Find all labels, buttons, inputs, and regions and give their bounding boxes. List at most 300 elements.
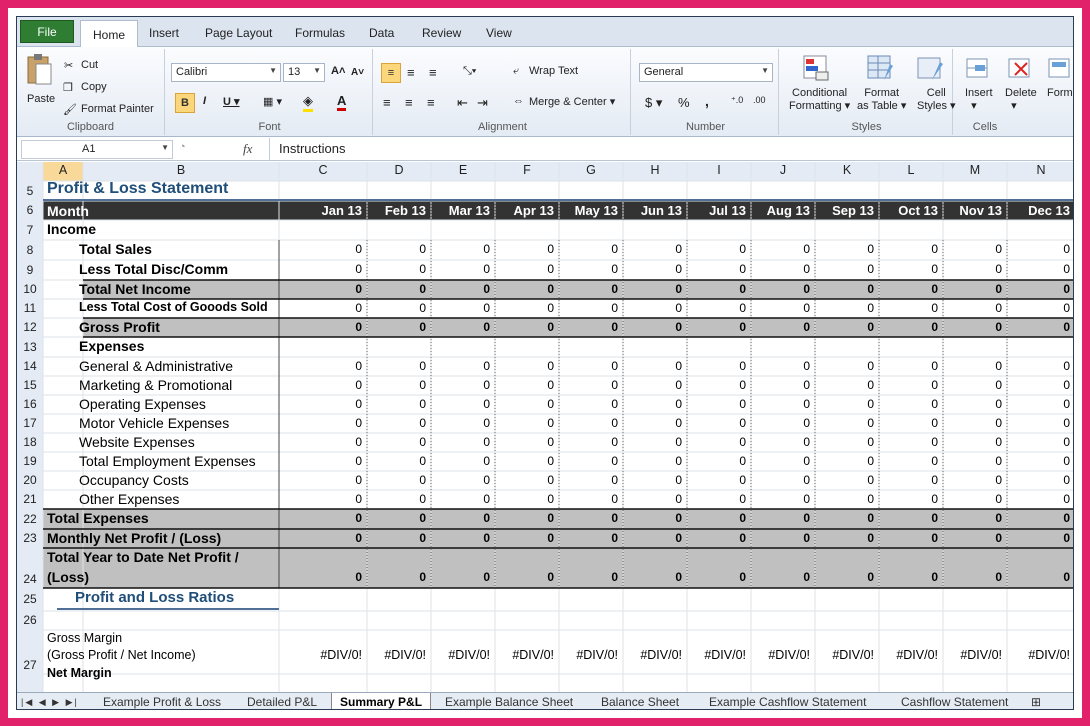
ribbon — [17, 47, 1074, 137]
row-header[interactable]: 17 — [23, 416, 37, 430]
decrease-indent-icon[interactable]: ⇤ — [457, 95, 468, 110]
month-header: Jan 13 — [321, 203, 362, 218]
font-label: Font — [258, 121, 281, 133]
clipboard-group — [17, 49, 165, 135]
conditional-formatting-button[interactable]: Conditional Formatting ▾ — [789, 87, 851, 112]
sheet-tab[interactable]: Cashflow Statement — [901, 695, 1009, 709]
row-header[interactable]: 22 — [23, 512, 37, 526]
value-cell: 0 — [867, 454, 874, 468]
value-cell: 0 — [419, 359, 426, 373]
format-cells-button[interactable]: Form — [1047, 87, 1073, 99]
ytd-value-cell: 0 — [419, 570, 426, 584]
value-cell: 0 — [611, 416, 618, 430]
value-cell: 0 — [419, 511, 426, 525]
value-cell: 0 — [547, 359, 554, 373]
italic-icon[interactable]: I — [203, 95, 207, 107]
decrease-decimal-icon[interactable]: .00 — [753, 95, 766, 105]
value-cell: 0 — [803, 378, 810, 392]
insert-function-icon[interactable]: fx — [243, 141, 253, 156]
value-cell: 0 — [547, 320, 554, 334]
value-cell: 0 — [803, 531, 810, 545]
merge-center-button[interactable]: Merge & Center ▾ — [529, 96, 616, 108]
value-cell: 0 — [483, 454, 490, 468]
delete-cells-button[interactable]: Delete ▾ — [1005, 87, 1037, 112]
value-cell: 0 — [419, 397, 426, 411]
column-header-d[interactable]: D — [394, 163, 404, 177]
column-header-a[interactable]: A — [58, 163, 68, 177]
ytd-value-cell: 0 — [1063, 570, 1070, 584]
column-header-k[interactable]: K — [842, 163, 852, 177]
value-cell: 0 — [419, 262, 426, 276]
value-cell: 0 — [1063, 359, 1070, 373]
format-as-table-button[interactable]: Format as Table ▾ — [857, 87, 907, 112]
value-cell: 0 — [483, 262, 490, 276]
value-cell: 0 — [483, 282, 490, 296]
align-left-icon[interactable]: ≡ — [383, 95, 391, 110]
format-as-table-icon[interactable] — [865, 53, 895, 83]
month-header: Jul 13 — [709, 203, 746, 218]
value-cell: 0 — [867, 320, 874, 334]
spreadsheet-grid[interactable] — [17, 162, 1074, 692]
value-cell: 0 — [419, 531, 426, 545]
value-cell: 0 — [483, 531, 490, 545]
alignment-label: Alignment — [478, 121, 527, 133]
underline-icon[interactable]: U ▾ — [223, 96, 240, 108]
value-cell: 0 — [675, 397, 682, 411]
value-cell: 0 — [995, 262, 1002, 276]
column-header-j[interactable]: J — [779, 163, 787, 177]
grow-font-icon[interactable]: A˄ — [331, 65, 346, 77]
net-margin-label: Net Margin — [47, 666, 112, 680]
percent-button[interactable]: % — [678, 95, 690, 110]
div-error-cell: #DIV/0! — [960, 648, 1002, 662]
div-error-cell: #DIV/0! — [384, 648, 426, 662]
copy-button[interactable]: Copy — [81, 81, 107, 93]
row-header[interactable]: 27 — [23, 658, 37, 672]
value-cell: 0 — [355, 320, 362, 334]
number-format-select[interactable]: General ▼ — [639, 63, 773, 82]
div-error-cell: #DIV/0! — [704, 648, 746, 662]
value-cell: 0 — [995, 473, 1002, 487]
tab-review[interactable]: Review — [422, 26, 462, 40]
paste-icon[interactable] — [23, 51, 55, 87]
delete-cells-icon[interactable] — [1005, 55, 1035, 83]
name-box[interactable]: A1 ▼ — [21, 140, 173, 159]
section-income: Income — [47, 221, 97, 237]
value-cell: 0 — [803, 492, 810, 506]
value-cell: 0 — [739, 242, 746, 256]
bold-icon[interactable]: B — [175, 93, 195, 113]
row-header[interactable]: 11 — [23, 301, 37, 315]
value-cell: 0 — [547, 242, 554, 256]
value-cell: 0 — [867, 473, 874, 487]
div-error-cell: #DIV/0! — [1028, 648, 1070, 662]
row-label: Total Employment Expenses — [79, 453, 256, 469]
insert-sheet-icon[interactable]: ⊞ — [1031, 695, 1042, 709]
value-cell: 0 — [931, 473, 938, 487]
value-cell: 0 — [419, 416, 426, 430]
value-cell: 0 — [419, 435, 426, 449]
clipboard-label: Clipboard — [66, 121, 115, 133]
value-cell: 0 — [867, 359, 874, 373]
value-cell: 0 — [611, 435, 618, 449]
tab-view[interactable]: View — [486, 26, 512, 40]
value-cell: 0 — [1063, 435, 1070, 449]
value-cell: 0 — [675, 378, 682, 392]
value-cell: 0 — [803, 416, 810, 430]
font-group — [167, 49, 373, 135]
div-error-cell: #DIV/0! — [448, 648, 490, 662]
sheet-tab-bar — [17, 692, 1074, 710]
font-size-select[interactable]: 13 ▼ — [283, 63, 325, 82]
sheet-tab[interactable]: Example Balance Sheet — [445, 695, 574, 709]
ytd-label-line1: Total Year to Date Net Profit / — [47, 549, 239, 565]
value-cell: 0 — [355, 301, 362, 315]
row-header[interactable]: 12 — [23, 320, 37, 334]
row-label: Less Total Cost of Gooods Sold — [79, 300, 268, 314]
value-cell: 0 — [483, 359, 490, 373]
value-cell: 0 — [483, 301, 490, 315]
value-cell: 0 — [1063, 262, 1070, 276]
column-header-f[interactable]: F — [523, 163, 531, 177]
value-cell: 0 — [931, 320, 938, 334]
value-cell: 0 — [803, 397, 810, 411]
align-center-icon[interactable]: ≡ — [405, 95, 413, 110]
value-cell: 0 — [739, 359, 746, 373]
value-cell: 0 — [867, 262, 874, 276]
row-header[interactable]: 16 — [23, 397, 37, 411]
increase-indent-icon[interactable]: ⇥ — [477, 95, 488, 110]
shrink-font-icon[interactable]: A˅ — [351, 67, 365, 78]
value-cell: 0 — [867, 435, 874, 449]
column-header-b[interactable]: B — [176, 163, 186, 177]
value-cell: 0 — [419, 473, 426, 487]
row-header[interactable]: 20 — [23, 473, 37, 487]
row-header[interactable]: 9 — [26, 263, 34, 277]
value-cell: 0 — [995, 320, 1002, 334]
value-cell: 0 — [355, 262, 362, 276]
value-cell: 0 — [611, 378, 618, 392]
value-cell: 0 — [611, 397, 618, 411]
sheet-tab[interactable]: Balance Sheet — [601, 695, 680, 709]
div-error-cell: #DIV/0! — [896, 648, 938, 662]
value-cell: 0 — [867, 511, 874, 525]
row-header[interactable]: 25 — [23, 592, 37, 606]
value-cell: 0 — [355, 242, 362, 256]
value-cell: 0 — [483, 320, 490, 334]
row-label: Occupancy Costs — [79, 472, 189, 488]
column-header-l[interactable]: L — [907, 163, 915, 177]
value-cell: 0 — [547, 454, 554, 468]
tab-home[interactable]: Home — [80, 20, 138, 48]
month-header: Nov 13 — [959, 203, 1002, 218]
value-cell: 0 — [547, 473, 554, 487]
value-cell: 0 — [995, 359, 1002, 373]
row-header[interactable]: 15 — [23, 378, 37, 392]
div-error-cell: #DIV/0! — [640, 648, 682, 662]
cells-group — [955, 49, 1074, 135]
row-header[interactable]: 24 — [23, 572, 37, 586]
value-cell: 0 — [355, 282, 362, 296]
value-cell: 0 — [547, 282, 554, 296]
value-cell: 0 — [355, 359, 362, 373]
div-error-cell: #DIV/0! — [576, 648, 618, 662]
value-cell: 0 — [803, 262, 810, 276]
align-top-icon[interactable]: ≡ — [381, 63, 401, 83]
value-cell: 0 — [419, 454, 426, 468]
value-cell: 0 — [483, 435, 490, 449]
month-header: Aug 13 — [766, 203, 810, 218]
row-label: Website Expenses — [79, 434, 195, 450]
value-cell: 0 — [611, 359, 618, 373]
row-header[interactable]: 13 — [23, 340, 37, 354]
value-cell: 0 — [355, 397, 362, 411]
ytd-value-cell: 0 — [931, 570, 938, 584]
cell-styles-icon[interactable] — [915, 53, 945, 83]
sheet-tab[interactable]: Detailed P&L — [247, 695, 318, 709]
month-header: Apr 13 — [513, 203, 554, 218]
row-header[interactable]: 8 — [26, 243, 34, 257]
row-label: Monthly Net Profit / (Loss) — [47, 530, 222, 546]
styles-group — [781, 49, 956, 135]
value-cell: 0 — [611, 282, 618, 296]
value-cell: 0 — [931, 397, 938, 411]
orientation-icon[interactable]: ⤡▾ — [463, 65, 477, 77]
ytd-label-line2: (Loss) — [47, 569, 89, 585]
value-cell: 0 — [611, 531, 618, 545]
row-header[interactable]: 14 — [23, 359, 37, 373]
value-cell: 0 — [931, 511, 938, 525]
value-cell: 0 — [867, 282, 874, 296]
wrap-text-button[interactable]: Wrap Text — [529, 65, 579, 77]
value-cell: 0 — [483, 397, 490, 411]
value-cell: 0 — [675, 416, 682, 430]
value-cell: 0 — [867, 378, 874, 392]
value-cell: 0 — [483, 492, 490, 506]
value-cell: 0 — [611, 262, 618, 276]
sheet-tab[interactable]: Example Profit & Loss — [103, 695, 222, 709]
column-header-i[interactable]: I — [717, 163, 721, 177]
insert-cells-button[interactable]: Insert ▾ — [965, 87, 993, 112]
scissors-icon[interactable]: ✂ — [64, 60, 74, 72]
value-cell: 0 — [355, 435, 362, 449]
value-cell: 0 — [611, 320, 618, 334]
value-cell: 0 — [739, 416, 746, 430]
copy-icon[interactable]: ❐ — [63, 82, 73, 94]
value-cell: 0 — [675, 454, 682, 468]
conditional-formatting-icon[interactable] — [801, 53, 831, 83]
column-header-c[interactable]: C — [318, 163, 328, 177]
row-label: Total Sales — [79, 241, 152, 257]
row-header[interactable]: 26 — [23, 613, 37, 627]
row-label: Operating Expenses — [79, 396, 206, 412]
value-cell: 0 — [931, 378, 938, 392]
section-expenses: Expenses — [79, 338, 145, 354]
value-cell: 0 — [739, 320, 746, 334]
row-header[interactable]: 18 — [23, 435, 37, 449]
tab-formulas[interactable]: Formulas — [295, 26, 346, 40]
value-cell: 0 — [675, 359, 682, 373]
month-header: Dec 13 — [1028, 203, 1070, 218]
font-name-select[interactable]: Calibri ▼ — [171, 63, 281, 82]
value-cell: 0 — [803, 282, 810, 296]
row-header[interactable]: 21 — [23, 492, 37, 506]
value-cell: 0 — [803, 435, 810, 449]
ytd-value-cell: 0 — [611, 570, 618, 584]
cells-label: Cells — [972, 121, 998, 133]
gross-margin-label: Gross Margin — [47, 631, 123, 645]
row-header[interactable]: 23 — [23, 531, 37, 545]
value-cell: 0 — [739, 301, 746, 315]
value-cell: 0 — [995, 416, 1002, 430]
value-cell: 0 — [739, 531, 746, 545]
value-cell: 0 — [867, 492, 874, 506]
formula-input[interactable]: Instructions — [279, 141, 346, 156]
value-cell: 0 — [931, 359, 938, 373]
value-cell: 0 — [547, 531, 554, 545]
value-cell: 0 — [1063, 242, 1070, 256]
cell-styles-button[interactable]: Cell Styles ▾ — [917, 87, 956, 112]
value-cell: 0 — [675, 262, 682, 276]
align-right-icon[interactable]: ≡ — [427, 95, 435, 110]
div-error-cell: #DIV/0! — [512, 648, 554, 662]
currency-button[interactable]: $ ▾ — [645, 95, 663, 110]
format-painter-icon[interactable]: 🖌 — [63, 104, 77, 116]
value-cell: 0 — [1063, 301, 1070, 315]
cut-button[interactable]: Cut — [81, 59, 99, 71]
value-cell: 0 — [739, 473, 746, 487]
value-cell: 0 — [739, 511, 746, 525]
column-header-n[interactable]: N — [1036, 163, 1046, 177]
fill-color-icon[interactable]: ◈ — [303, 93, 313, 112]
column-header-m[interactable]: M — [969, 163, 981, 177]
tab-page-layout[interactable]: Page Layout — [205, 26, 273, 40]
value-cell: 0 — [1063, 454, 1070, 468]
value-cell: 0 — [675, 320, 682, 334]
value-cell: 0 — [995, 242, 1002, 256]
ytd-value-cell: 0 — [547, 570, 554, 584]
value-cell: 0 — [931, 282, 938, 296]
row-header[interactable]: 5 — [26, 184, 34, 198]
month-header: Jun 13 — [640, 203, 682, 218]
value-cell: 0 — [675, 282, 682, 296]
formula-bar-expand-icon[interactable]: ◔ — [179, 141, 186, 153]
value-cell: 0 — [931, 262, 938, 276]
row-header[interactable]: 6 — [26, 203, 34, 217]
value-cell: 0 — [995, 454, 1002, 468]
increase-decimal-icon[interactable]: ⁺.0 — [731, 95, 744, 105]
month-header: Oct 13 — [898, 203, 938, 218]
value-cell: 0 — [547, 511, 554, 525]
row-header[interactable]: 7 — [26, 223, 34, 237]
font-color-icon[interactable]: A — [337, 93, 346, 111]
value-cell: 0 — [995, 301, 1002, 315]
photo-frame — [8, 8, 1082, 718]
ytd-value-cell: 0 — [803, 570, 810, 584]
value-cell: 0 — [547, 301, 554, 315]
tab-file[interactable]: File — [20, 20, 74, 43]
value-cell: 0 — [931, 301, 938, 315]
value-cell: 0 — [739, 435, 746, 449]
page-title: Profit & Loss Statement — [47, 180, 229, 197]
value-cell: 0 — [995, 492, 1002, 506]
formula-bar — [17, 138, 1074, 161]
paste-button[interactable]: Paste — [27, 93, 56, 105]
value-cell: 0 — [547, 416, 554, 430]
sheet-nav-arrows-icon[interactable]: |◀ ◀ ▶ ▶| — [21, 697, 79, 707]
value-cell: 0 — [931, 416, 938, 430]
ytd-value-cell: 0 — [995, 570, 1002, 584]
value-cell: 0 — [803, 473, 810, 487]
number-group — [633, 49, 779, 135]
column-header-h[interactable]: H — [650, 163, 660, 177]
value-cell: 0 — [419, 301, 426, 315]
row-label: Less Total Disc/Comm — [79, 261, 229, 277]
ytd-value-cell: 0 — [483, 570, 490, 584]
styles-label: Styles — [851, 121, 882, 133]
sheet-tab[interactable]: Example Cashflow Statement — [709, 695, 867, 709]
format-painter-button[interactable]: Format Painter — [81, 103, 154, 115]
borders-icon[interactable]: ▦ ▾ — [263, 96, 282, 108]
value-cell: 0 — [675, 301, 682, 315]
value-cell: 0 — [547, 378, 554, 392]
div-error-cell: #DIV/0! — [832, 648, 874, 662]
alignment-group — [375, 49, 631, 135]
value-cell: 0 — [803, 320, 810, 334]
value-cell: 0 — [675, 511, 682, 525]
value-cell: 0 — [547, 435, 554, 449]
value-cell: 0 — [1063, 492, 1070, 506]
value-cell: 0 — [867, 397, 874, 411]
align-middle-icon[interactable]: ≡ — [407, 65, 415, 80]
ratios-title: Profit and Loss Ratios — [75, 589, 235, 606]
value-cell: 0 — [675, 435, 682, 449]
merge-center-icon[interactable]: ⇔ — [513, 95, 524, 107]
value-cell: 0 — [1063, 416, 1070, 430]
sheet-tab[interactable]: Summary P&L — [331, 693, 431, 710]
value-cell: 0 — [483, 416, 490, 430]
value-cell: 0 — [547, 397, 554, 411]
format-cells-icon[interactable] — [1045, 55, 1074, 83]
excel-window — [16, 16, 1074, 710]
tab-insert[interactable]: Insert — [149, 26, 180, 40]
insert-cells-icon[interactable] — [963, 55, 993, 83]
value-cell: 0 — [355, 416, 362, 430]
row-label: Other Expenses — [79, 491, 180, 507]
value-cell: 0 — [1063, 473, 1070, 487]
month-header: Feb 13 — [384, 203, 426, 218]
value-cell: 0 — [355, 492, 362, 506]
row-header[interactable]: 19 — [23, 454, 37, 468]
value-cell: 0 — [675, 473, 682, 487]
value-cell: 0 — [419, 378, 426, 392]
align-bottom-icon[interactable]: ≡ — [429, 65, 437, 80]
column-header-g[interactable]: G — [586, 163, 596, 177]
wrap-text-icon[interactable]: ⤶ — [513, 65, 520, 77]
value-cell: 0 — [611, 301, 618, 315]
row-header[interactable]: 10 — [23, 282, 37, 296]
value-cell: 0 — [355, 511, 362, 525]
comma-button[interactable]: , — [705, 93, 709, 109]
row-label: General & Administrative — [79, 358, 234, 374]
column-header-e[interactable]: E — [458, 163, 468, 177]
tab-data[interactable]: Data — [369, 26, 395, 40]
value-cell: 0 — [355, 473, 362, 487]
value-cell: 0 — [995, 531, 1002, 545]
value-cell: 0 — [355, 378, 362, 392]
value-cell: 0 — [931, 492, 938, 506]
ytd-value-cell: 0 — [355, 570, 362, 584]
